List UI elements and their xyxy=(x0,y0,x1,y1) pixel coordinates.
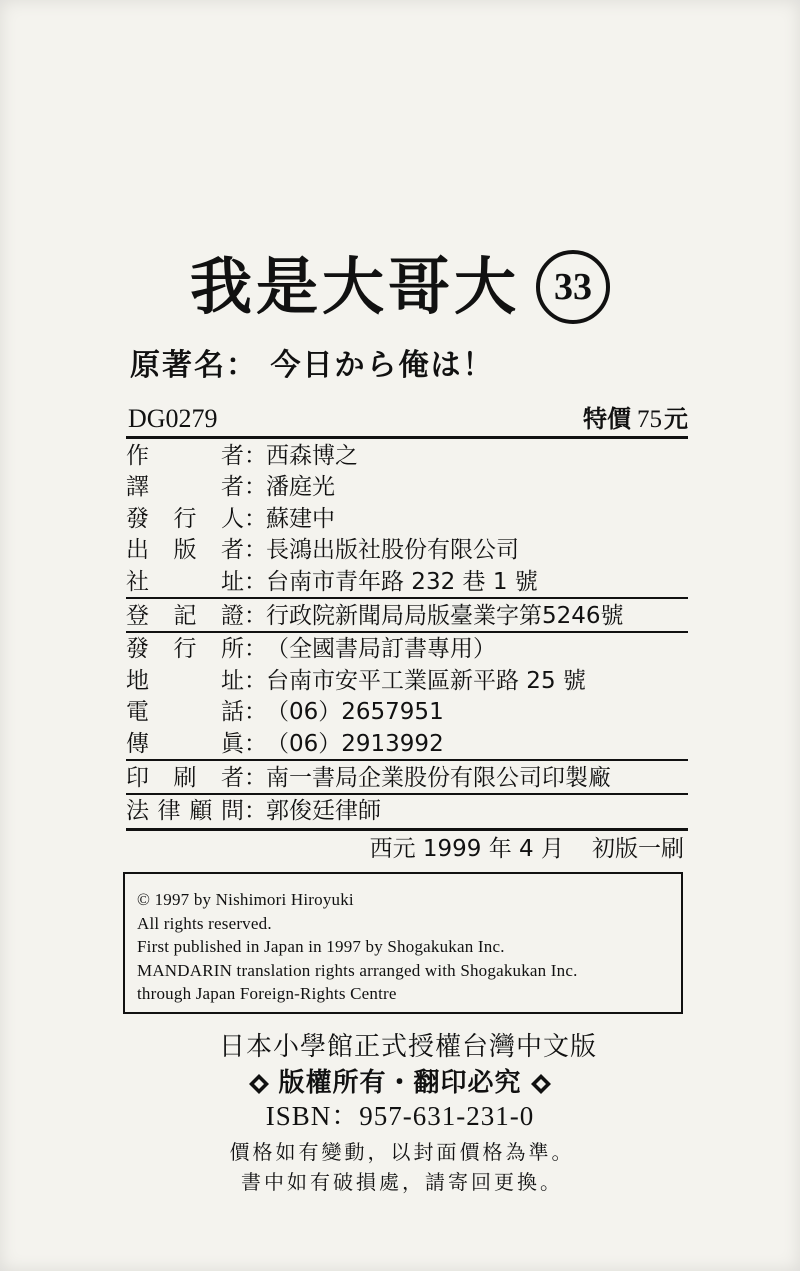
price-label: 特價 xyxy=(583,405,631,433)
info-label-char: 發 xyxy=(126,636,149,663)
copyright-line: MANDARIN translation rights arranged with Shogakukan Inc. xyxy=(137,960,578,980)
info-colon: ： xyxy=(244,602,267,629)
info-label xyxy=(126,535,244,565)
diamond-icon xyxy=(248,1073,270,1095)
info-colon: ： xyxy=(244,798,267,825)
info-label-char: 址 xyxy=(221,568,244,595)
info-label-char: 者 xyxy=(221,764,244,791)
info-value: 郭俊廷律師 xyxy=(266,798,381,825)
copyright-line: through Japan Foreign-Rights Centre xyxy=(137,984,397,1003)
info-label-char: 行 xyxy=(173,636,197,663)
info-row xyxy=(126,534,688,566)
publication-info xyxy=(126,402,688,867)
info-label xyxy=(126,601,244,631)
product-code: DG0279 xyxy=(128,404,218,433)
info-value: 潘庭光 xyxy=(266,474,335,501)
authorization-notice: 日本小學館正式授權台灣中文版 xyxy=(218,1032,597,1062)
info-label-char: 律 xyxy=(157,798,181,825)
info-row xyxy=(126,502,688,534)
info-label xyxy=(126,666,244,696)
book-title xyxy=(0,248,800,326)
edition-line xyxy=(126,831,688,867)
info-label xyxy=(126,634,244,664)
copyright-line: First published in Japan in 1997 by Shogakukan Inc. xyxy=(137,937,505,956)
info-label-char: 者 xyxy=(221,537,244,564)
info-row xyxy=(126,727,688,761)
info-value: 蘇建中 xyxy=(266,505,335,532)
info-label-char: 譯 xyxy=(126,474,149,501)
info-value: 南一書局企業股份有限公司印製廠 xyxy=(266,764,611,791)
info-label-char: 印 xyxy=(126,764,149,791)
isbn: ISBN：957-631-231-0 xyxy=(265,1101,535,1131)
info-value: （06）2657951 xyxy=(266,699,444,726)
info-row xyxy=(126,599,688,633)
info-label xyxy=(126,567,244,597)
exchange-notice: 書中如有破損處，請寄回更換。 xyxy=(241,1170,563,1194)
info-colon: ： xyxy=(244,537,267,564)
info-label-char: 顧 xyxy=(189,798,213,825)
info-label-char: 作 xyxy=(126,442,149,469)
diamond-icon xyxy=(530,1073,552,1095)
info-row xyxy=(126,439,688,471)
info-colon: ： xyxy=(244,505,267,532)
info-label-char: 記 xyxy=(173,602,197,629)
info-label-char: 電 xyxy=(126,699,149,726)
info-value: 西森博之 xyxy=(266,442,358,469)
info-label xyxy=(126,796,244,826)
info-colon: ： xyxy=(244,699,267,726)
info-label-char: 出 xyxy=(126,537,149,564)
copyright-line: © 1997 by Nishimori Hiroyuki xyxy=(137,890,354,909)
info-label-char: 者 xyxy=(221,474,244,501)
price-notice: 價格如有變動，以封面價格為準。 xyxy=(229,1140,575,1164)
info-label-char: 話 xyxy=(221,699,244,726)
info-colon: ： xyxy=(244,730,267,757)
info-row xyxy=(126,471,688,503)
info-label-char: 發 xyxy=(126,505,149,532)
info-label-char: 所 xyxy=(221,636,244,663)
info-label-char: 人 xyxy=(221,505,244,532)
info-label xyxy=(126,441,244,471)
info-label-char: 問 xyxy=(220,798,244,825)
info-colon: ： xyxy=(244,636,267,663)
copyright-line: All rights reserved. xyxy=(137,913,272,933)
info-label-char: 眞 xyxy=(221,730,244,757)
edition-printing: 初版一刷 xyxy=(592,836,684,863)
info-colon: ： xyxy=(244,568,267,595)
copyright-box xyxy=(123,872,683,1014)
info-colon: ： xyxy=(244,764,267,791)
info-value: 台南市安平工業區新平路 25 號 xyxy=(266,667,586,694)
info-label-char: 登 xyxy=(126,602,149,629)
rights-reserved: 版權所有・翻印必究 xyxy=(278,1068,522,1098)
info-value: （06）2913992 xyxy=(266,730,444,757)
info-label-char: 版 xyxy=(173,537,197,564)
info-label-char: 法 xyxy=(126,798,149,825)
info-label xyxy=(126,697,244,727)
info-row xyxy=(126,633,688,665)
info-label-char: 傳 xyxy=(126,730,149,757)
info-label-char: 證 xyxy=(221,602,244,629)
info-label xyxy=(126,472,244,502)
info-label-char: 址 xyxy=(221,667,244,694)
info-row xyxy=(126,565,688,599)
code-price-row xyxy=(126,402,688,439)
info-label-char: 行 xyxy=(173,505,197,532)
info-label xyxy=(126,729,244,759)
info-colon: ： xyxy=(244,667,267,694)
price-unit: 元 xyxy=(664,405,688,433)
info-row xyxy=(126,696,688,728)
price-amount: 75 xyxy=(637,406,662,433)
volume-number-badge: 33 xyxy=(536,250,610,324)
info-value: 行政院新聞局局版臺業字第5246號 xyxy=(266,602,624,629)
info-row xyxy=(126,664,688,696)
info-row xyxy=(126,795,688,827)
info-label-char: 社 xyxy=(126,568,149,595)
info-colon: ： xyxy=(244,474,267,501)
info-label xyxy=(126,504,244,534)
info-value: （全國書局訂書專用） xyxy=(266,636,496,663)
edition-date: 西元 1999 年 4 月 xyxy=(369,836,564,863)
info-label-char: 刷 xyxy=(173,764,197,791)
original-title: 原著名： 今日から俺は！ xyxy=(130,348,495,383)
info-value: 長鴻出版社股份有限公司 xyxy=(266,537,519,564)
info-label-char: 者 xyxy=(221,442,244,469)
title-text: 我是大哥大 xyxy=(189,250,520,323)
info-rows xyxy=(126,439,688,826)
price xyxy=(583,399,688,434)
info-value: 台南市青年路 232 巷 1 號 xyxy=(266,568,538,595)
info-label xyxy=(126,763,244,793)
info-colon: ： xyxy=(244,442,267,469)
info-row xyxy=(126,761,688,795)
info-label-char: 地 xyxy=(126,667,149,694)
